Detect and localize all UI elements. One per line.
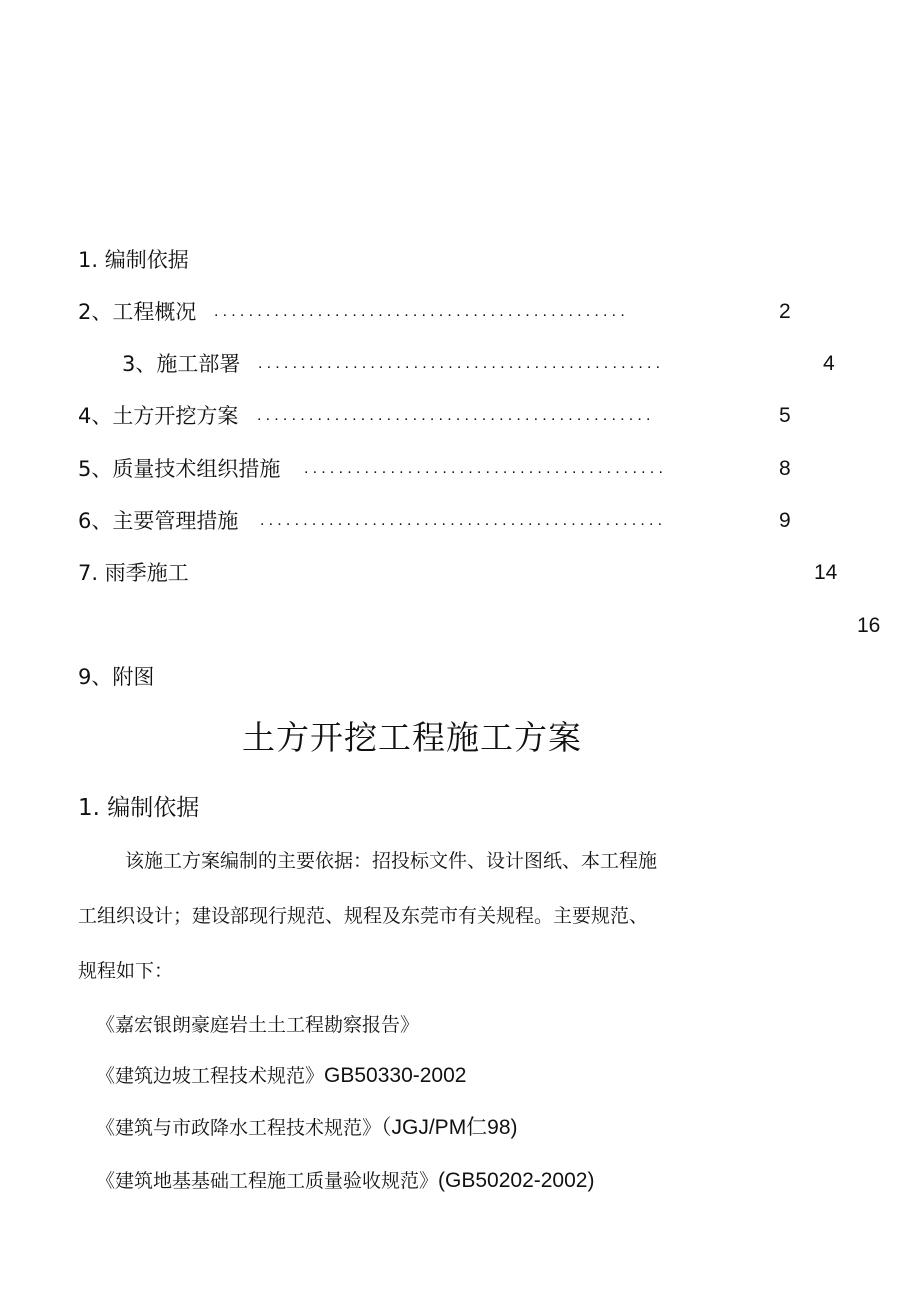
- toc-item-8-page: 16: [857, 614, 881, 637]
- reference-item-1: [96, 1010, 419, 1040]
- toc-item-6-page: 9: [779, 509, 791, 532]
- reference-item-2: [96, 1061, 466, 1091]
- reference-name: 《嘉宏银朗豪庭岩土土工程勘察报告》: [96, 1014, 420, 1036]
- reference-item-4: [96, 1166, 594, 1196]
- toc-item-4-leader-dots: ..............................................: [257, 407, 655, 424]
- toc-item-6-leader-dots: ...............................................: [260, 512, 667, 529]
- reference-code: (GB50202-2002): [438, 1169, 595, 1192]
- toc-item-4-page: 5: [779, 404, 791, 427]
- toc-item-7-title: 7. 雨季施工: [78, 561, 189, 585]
- toc-item-7-page: 14: [814, 561, 838, 584]
- toc-item-3-leader-dots: ...............................................: [258, 355, 665, 372]
- section-heading-basis: 1. 编制依据: [78, 795, 200, 821]
- reference-name: 《建筑地基基础工程施工质量验收规范》: [96, 1170, 439, 1192]
- reference-code: GB50330-2002: [324, 1064, 467, 1087]
- reference-item-3: [96, 1113, 518, 1143]
- toc-item-5-page: 8: [779, 457, 791, 480]
- paragraph-line-1: 该施工方案编制的主要依据：招投标文件、设计图纸、本工程施: [125, 850, 658, 872]
- reference-code: （JGJ/PM仁98): [381, 1116, 518, 1139]
- toc-item-3-title: 3、施工部署: [122, 352, 241, 376]
- reference-name: 《建筑与市政降水工程技术规范》: [96, 1117, 382, 1139]
- toc-item-5-title: 5、质量技术组织措施: [78, 457, 281, 481]
- paragraph-line-3: 规程如下：: [78, 960, 174, 982]
- toc-item-2-leader-dots: ................................................: [214, 303, 629, 320]
- toc-item-2-title: 2、工程概况: [78, 300, 197, 324]
- toc-item-1-title: 1. 编制依据: [78, 248, 189, 272]
- toc-item-2-page: 2: [779, 300, 791, 323]
- toc-item-9-title: 9、附图: [78, 665, 155, 689]
- document-title: 土方开挖工程施工方案: [242, 718, 582, 757]
- toc-item-3-page: 4: [823, 352, 835, 375]
- toc-item-6-title: 6、主要管理措施: [78, 509, 239, 533]
- paragraph-line-2: 工组织设计；建设部现行规范、规程及东莞市有关规程。主要规范、: [78, 905, 649, 927]
- reference-name: 《建筑边坡工程技术规范》: [96, 1065, 325, 1087]
- toc-item-4-title: 4、土方开挖方案: [78, 404, 239, 428]
- toc-item-5-leader-dots: ..........................................: [304, 460, 668, 477]
